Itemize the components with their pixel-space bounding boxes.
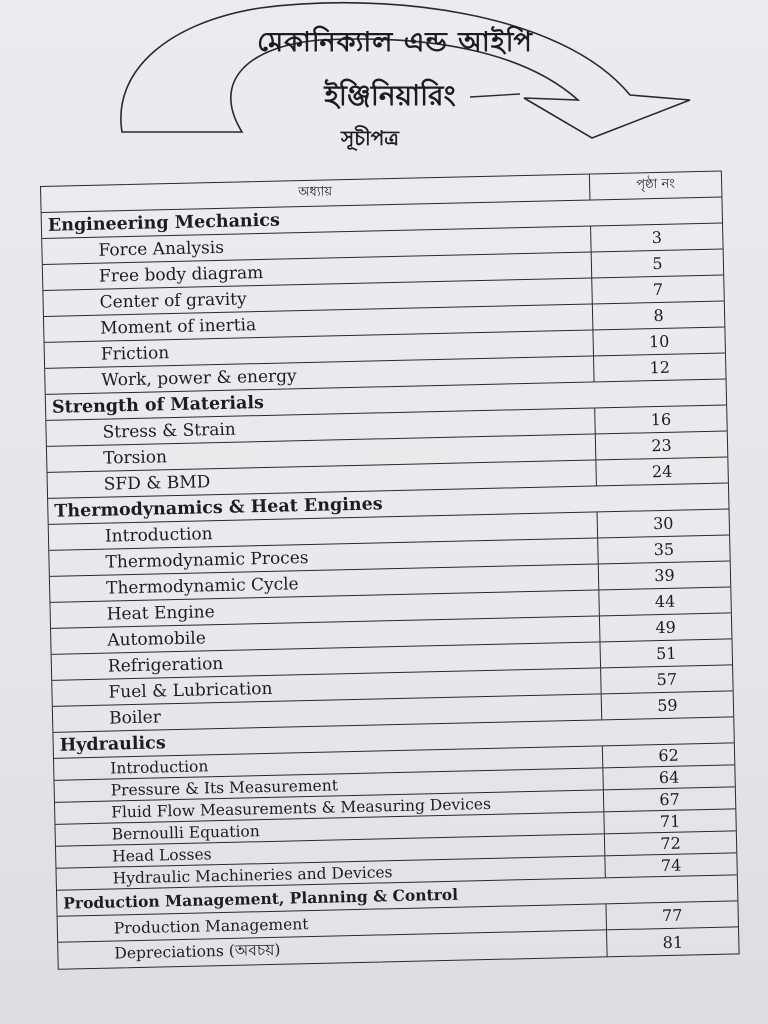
topic-name: Moment of inertia bbox=[100, 314, 257, 339]
topic-name: Hydraulic Machineries and Devices bbox=[112, 862, 393, 888]
page-number: 59 bbox=[601, 691, 734, 719]
section-title: Strength of Materials bbox=[51, 392, 265, 418]
topic-name: SFD & BMD bbox=[103, 471, 211, 495]
page-number: 77 bbox=[605, 901, 738, 929]
contents-heading: সূচীপত্র bbox=[341, 126, 399, 150]
page-number: 44 bbox=[598, 587, 731, 615]
page-number: 10 bbox=[592, 328, 725, 356]
topic-name: Bernoulli Equation bbox=[111, 821, 260, 844]
page-number: 72 bbox=[604, 831, 736, 855]
section-title: Hydraulics bbox=[59, 732, 166, 756]
book-title: মেকানিক্যাল এন্ড আইপি bbox=[257, 27, 533, 58]
topic-name: Boiler bbox=[108, 706, 162, 729]
page-number: 81 bbox=[606, 927, 739, 956]
page-number: 57 bbox=[600, 665, 733, 693]
page-number: 39 bbox=[598, 561, 731, 589]
page-number bbox=[601, 717, 734, 745]
topic-name: Free body diagram bbox=[98, 262, 264, 287]
topic-name: Head Losses bbox=[112, 844, 212, 866]
topic-name: Center of gravity bbox=[99, 288, 247, 313]
topic-name: Automobile bbox=[107, 627, 206, 651]
page-number: 51 bbox=[599, 639, 732, 667]
page-number bbox=[596, 483, 729, 511]
topic-name: Production Management bbox=[113, 914, 309, 938]
topic-name: Torsion bbox=[102, 446, 168, 469]
topic-name: Depreciations (অবচয়) bbox=[114, 940, 281, 963]
page-number: 67 bbox=[603, 787, 735, 811]
topic-name: Force Analysis bbox=[98, 237, 225, 261]
topic-name: Heat Engine bbox=[106, 601, 215, 625]
topic-name: Thermodynamic Proces bbox=[105, 547, 309, 573]
page-number: 49 bbox=[599, 613, 732, 641]
topic-name: Fluid Flow Measurements & Measuring Devices bbox=[111, 794, 492, 822]
page-column-header: পৃষ্ঠা নং bbox=[589, 172, 722, 200]
chapter-column-header: অধ্যায় bbox=[298, 184, 333, 201]
page-number: 3 bbox=[590, 224, 723, 252]
topic-name: Introduction bbox=[110, 756, 209, 778]
page-number: 35 bbox=[597, 535, 730, 563]
topic-name: Pressure & Its Measurement bbox=[110, 775, 339, 800]
contents-table bbox=[40, 171, 740, 970]
page-number: 23 bbox=[595, 431, 728, 459]
section-title: Engineering Mechanics bbox=[47, 210, 281, 236]
topic-name: Introduction bbox=[104, 523, 213, 547]
section-title: Production Management, Planning & Control bbox=[63, 884, 459, 913]
page-number bbox=[589, 198, 722, 226]
page-number: 24 bbox=[595, 457, 728, 485]
page-number: 30 bbox=[597, 509, 730, 537]
page-number: 12 bbox=[593, 354, 726, 382]
page-number: 7 bbox=[591, 276, 724, 304]
page-number bbox=[594, 379, 727, 407]
topic-name: Stress & Strain bbox=[102, 419, 236, 443]
topic-name: Work, power & energy bbox=[101, 365, 297, 391]
page-number: 74 bbox=[604, 853, 736, 877]
page-number bbox=[605, 875, 738, 903]
page-number: 8 bbox=[592, 302, 725, 330]
page-number: 5 bbox=[591, 250, 724, 278]
book-title-line2: ইঞ্জিনিয়ারিং bbox=[324, 79, 456, 112]
page-number: 62 bbox=[602, 743, 734, 767]
page-number: 71 bbox=[603, 809, 735, 833]
section-title: Thermodynamics & Heat Engines bbox=[54, 493, 383, 522]
topic-name: Fuel & Lubrication bbox=[108, 678, 273, 703]
topic-name: Refrigeration bbox=[107, 653, 224, 677]
topic-name: Thermodynamic Cycle bbox=[105, 573, 299, 599]
page-number: 16 bbox=[594, 405, 727, 433]
page-number: 64 bbox=[602, 765, 734, 789]
topic-name: Friction bbox=[100, 342, 170, 365]
